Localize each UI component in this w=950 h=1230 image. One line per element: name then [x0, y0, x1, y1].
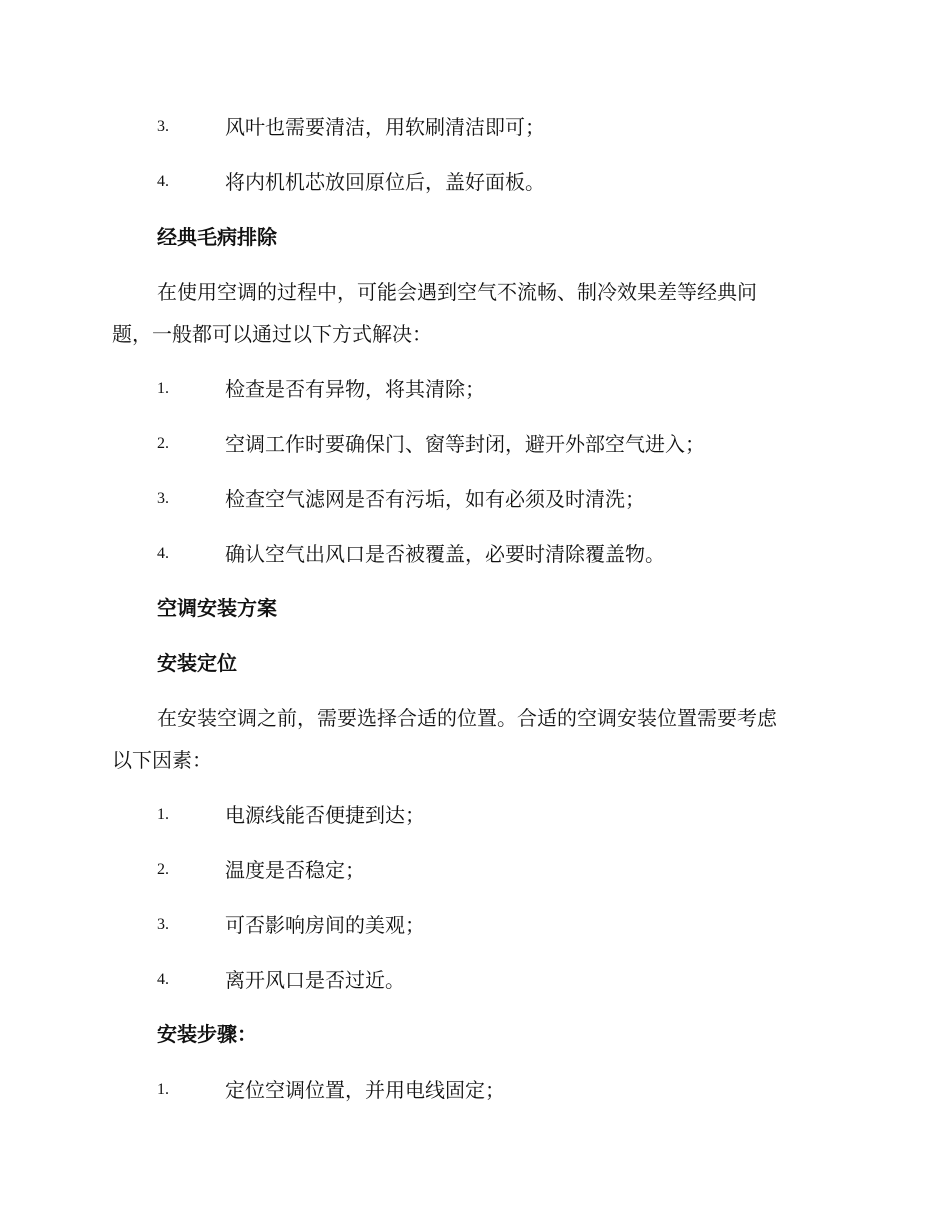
- list-item-number: 2.: [157, 435, 169, 452]
- list-item: [157, 112, 857, 142]
- paragraph-line: 题，一般都可以通过以下方式解决：: [112, 322, 432, 346]
- list-item-text: 可否影响房间的美观；: [225, 913, 425, 937]
- list-item-text: 电源线能否便捷到达；: [225, 803, 425, 827]
- list-item-text: 温度是否稳定；: [225, 858, 365, 882]
- list-item-number: 1.: [157, 806, 169, 823]
- paragraph-line: 在使用空调的过程中，可能会遇到空气不流畅、制冷效果差等经典问: [157, 280, 757, 304]
- list-item-number: 4.: [157, 173, 169, 190]
- list-item-text: 检查空气滤网是否有污垢，如有必须及时清洗；: [225, 487, 645, 511]
- list-item: [157, 910, 857, 940]
- list-item-number: 1.: [157, 1081, 169, 1098]
- list-item-number: 3.: [157, 490, 169, 507]
- list-item: [157, 167, 857, 197]
- paragraph-positioning-intro: [112, 697, 832, 781]
- section-heading-positioning: 安装定位: [157, 651, 237, 675]
- list-item: [157, 800, 857, 830]
- list-item-text: 空调工作时要确保门、窗等封闭，避开外部空气进入；: [225, 432, 705, 456]
- paragraph-line: 以下因素：: [112, 748, 212, 772]
- list-item-number: 3.: [157, 118, 169, 135]
- section-heading-install-plan: 空调安装方案: [157, 596, 277, 620]
- list-item: [157, 1075, 857, 1105]
- list-item: [157, 429, 857, 459]
- list-item: [157, 374, 857, 404]
- list-item-text: 定位空调位置，并用电线固定；: [225, 1078, 505, 1102]
- list-item: [157, 484, 857, 514]
- list-item-number: 2.: [157, 861, 169, 878]
- list-item: [157, 539, 857, 569]
- section-heading-steps: 安装步骤：: [157, 1022, 257, 1046]
- list-item-number: 4.: [157, 971, 169, 988]
- list-item-text: 检查是否有异物，将其清除；: [225, 377, 485, 401]
- list-item-text: 确认空气出风口是否被覆盖，必要时清除覆盖物。: [225, 542, 665, 566]
- list-item: [157, 965, 857, 995]
- list-item-number: 4.: [157, 545, 169, 562]
- paragraph-line: 在安装空调之前，需要选择合适的位置。合适的空调安装位置需要考虑: [157, 706, 777, 730]
- list-item: [157, 855, 857, 885]
- paragraph-troubleshooting-intro: [112, 271, 832, 355]
- list-item-text: 将内机机芯放回原位后，盖好面板。: [225, 170, 545, 194]
- list-item-number: 3.: [157, 916, 169, 933]
- list-item-text: 离开风口是否过近。: [225, 968, 405, 992]
- list-item-number: 1.: [157, 380, 169, 397]
- list-item-text: 风叶也需要清洁，用软刷清洁即可；: [225, 115, 545, 139]
- section-heading-troubleshooting: 经典毛病排除: [157, 225, 277, 249]
